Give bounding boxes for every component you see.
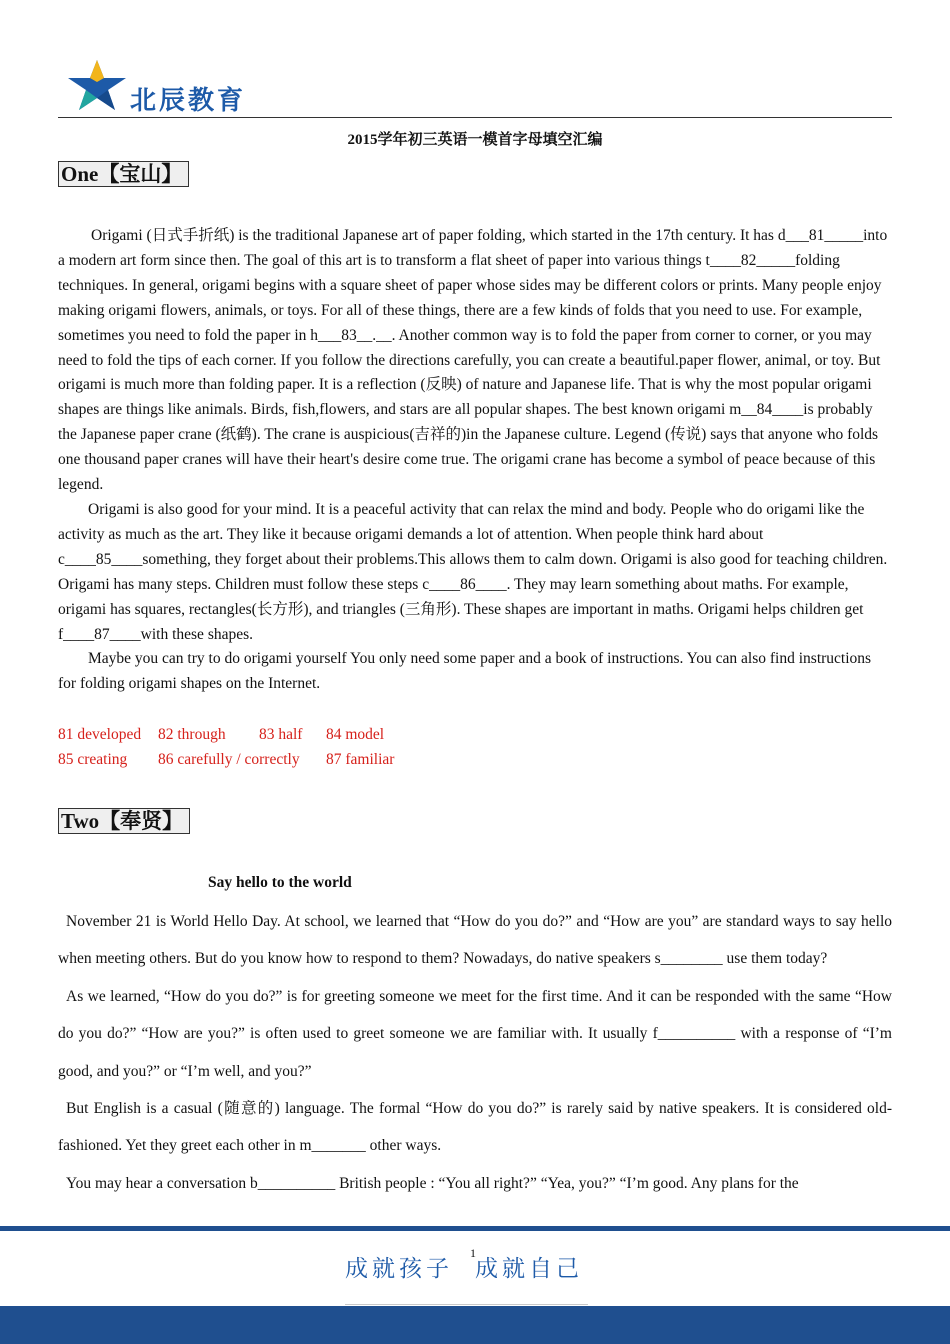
slogan-left: 成就孩子 [345, 1256, 453, 1282]
page-number: 1 [470, 1246, 476, 1260]
header-divider [58, 117, 892, 118]
passage-paragraph: But English is a casual (随意的) language. The formal “How do you do?” is rarely said by native speakers. It is considered old-fashioned. Yet they greet each other in m_______ other ways. [58, 1100, 892, 1155]
answer-item: 87 familiar [326, 751, 395, 768]
section-one-passage [58, 224, 892, 697]
passage-paragraph: As we learned, “How do you do?” is for greeting someone we meet for the first time. And it can be responded with the same “How do you do?” “How are you?” is often used to greet someone we are familiar with. It usually f__________ with a response of “I’m good, and you?” or “I’m well, and you?” [58, 987, 892, 1080]
logo-text: 北辰教育 [130, 86, 247, 116]
document-title: 2015学年初三英语一模首字母填空汇编 [347, 132, 603, 148]
section-two-tag: Two【奉贤】 [58, 808, 190, 834]
passage-paragraph: Origami is also good for your mind. It is a peaceful activity that can relax the mind and body. People who do origami like the activity as much as the art. They like it because origami demands a lot of attention. When people think hard about c____85____something, they forget about their problems.This allows them to calm down. Origami is also good for teaching children. Origami has many steps. Children must follow these steps c____86____. They may learn something about maths. For example, origami has squares, rectangles(长方形), and triangles (三角形). These shapes are important in maths. Origami helps children get f____87____with these shapes. [58, 500, 888, 643]
page-header [58, 56, 892, 118]
answer-item: 83 half [259, 726, 303, 743]
footer-bar [0, 1306, 950, 1344]
answer-item: 85 creating [58, 751, 128, 768]
footer-thin-rule [345, 1304, 588, 1305]
star-logo-icon [64, 58, 126, 118]
passage-paragraph: Maybe you can try to do origami yourself You only need some paper and a book of instructions. You can also find instructions for folding origami shapes on the Internet. [58, 650, 872, 693]
answer-item: 81 developed [58, 726, 142, 743]
slogan-right: 成就自己 [475, 1256, 583, 1282]
passage-paragraph: You may hear a conversation b__________ British people : “You all right?” “Yea, you?” “I’m good. Any plans for the [66, 1174, 799, 1192]
passage-paragraph: November 21 is World Hello Day. At school, we learned that “How do you do?” and “How are you” are standard ways to say hello when meeting others. But do you know how to respond to them? Nowadays, do native speakers s________ use them today? [58, 913, 892, 968]
answer-item: 82 through [158, 726, 226, 743]
footer-slogan [345, 1250, 583, 1283]
answer-item: 84 model [326, 726, 385, 743]
passage-paragraph: Origami (日式手折纸) is the traditional Japanese art of paper folding, which started in the 17th century. It has d___81_____into a modern art form since then. The goal of this art is to transform a flat sheet of paper into various things t____82_____folding techniques. In general, origami begins with a square sheet of paper whose sides may be different colors or prints. Many people enjoy making origami flowers, animals, or toys. For all of these things, there are a few kinds of folds that you need to use. For example, sometimes you need to fold the paper in h___83__.__. Another common way is to fold the paper from corner to corner, or you may need to fold the tips of each corner. If you follow the directions carefully, you can create a beautiful.paper flower, animal, or toy. But origami is much more than folding paper. It is a reflection (反映) of nature and Japanese life. That is why the most popular origami shapes are things like animals. Birds, fish,flowers, and stars are all popular shapes. The best known origami m__84____is probably the Japanese paper crane (纸鹤). The crane is auspicious(吉祥的)in the Japanese culture. Legend (传说) says that anyone who folds one thousand paper cranes will have their heart's desire come true. The origami crane has become a symbol of peace because of this legend. [58, 227, 888, 494]
footer-divider [0, 1226, 950, 1231]
answer-item: 86 carefully / correctly [158, 751, 300, 768]
section-one-tag: One【宝山】 [58, 161, 189, 187]
passage-title: Say hello to the world [208, 874, 352, 891]
section-two-passage [58, 903, 892, 1202]
